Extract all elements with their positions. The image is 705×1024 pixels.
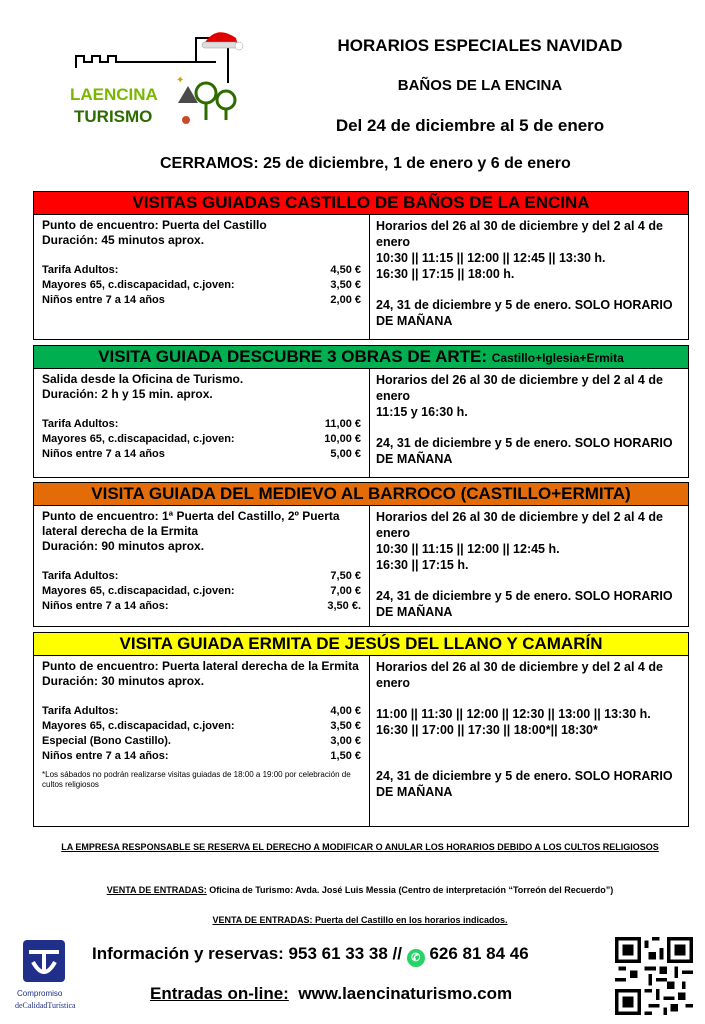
schedule	[370, 506, 688, 626]
whatsapp-number[interactable]: 626 81 84 46	[429, 944, 529, 963]
whatsapp-icon: ✆	[407, 949, 425, 967]
schedule-times: 16:30 || 17:00 || 17:30 || 18:00*|| 18:30*	[376, 723, 598, 737]
closed-days: CERRAMOS: 25 de diciembre, 1 de enero y 6 de enero	[160, 155, 571, 172]
schedule-times: 10:30 || 11:15 || 12:00 || 12:45 || 13:30 h.	[376, 251, 606, 265]
tour-section-art	[33, 345, 689, 478]
section-title: VISITA GUIADA ERMITA DE JESÚS DEL LLANO Y CAMARÍN	[34, 633, 688, 656]
tour-section-medieval	[33, 482, 689, 627]
la-encina-turismo-logo	[66, 28, 246, 138]
schedule	[370, 369, 688, 477]
duration: Duración: 30 minutos aprox.	[42, 674, 205, 688]
tariff-row: Niños entre 7 a 14 años 5,00 €	[42, 448, 361, 460]
schedule-note: 24, 31 de diciembre y 5 de enero. SOLO HORARIO DE MAÑANA	[376, 769, 673, 799]
ticket-sale-castle: VENTA DE ENTRADAS: Puerta del Castillo en los horarios indicados.	[212, 915, 508, 925]
schedule-note: 24, 31 de diciembre y 5 de enero. SOLO HORARIO DE MAÑANA	[376, 298, 673, 328]
tour-section-hermitage	[33, 632, 689, 827]
quality-tourism-logo	[15, 938, 85, 1018]
schedule-note: 24, 31 de diciembre y 5 de enero. SOLO HORARIO DE MAÑANA	[376, 436, 673, 466]
tariff-row: Tarifa Adultos: 7,50 €	[42, 570, 361, 582]
schedule-times: 16:30 || 17:15 || 18:00 h.	[376, 267, 515, 281]
schedule-heading: Horarios del 26 al 30 de diciembre y del 2 al 4 de enero	[376, 219, 663, 249]
duration: Duración: 2 h y 15 min. aprox.	[42, 387, 213, 401]
tariff-row: Niños entre 7 a 14 años: 3,50 €.	[42, 600, 361, 612]
svg-text:TURISMO: TURISMO	[74, 107, 153, 126]
tariff-row: Tarifa Adultos: 11,00 €	[42, 418, 361, 430]
schedule-heading: Horarios del 26 al 30 de diciembre y del 2 al 4 de enero	[376, 660, 663, 690]
schedule-note: 24, 31 de diciembre y 5 de enero. SOLO HORARIO DE MAÑANA	[376, 589, 673, 619]
qr-code-icon[interactable]	[615, 937, 693, 1015]
saturday-note: *Los sábados no podrán realizarse visitas guiadas de 18:00 a 19:00 por celebración de cultos religiosos	[42, 770, 351, 789]
meeting-point: Salida desde la Oficina de Turismo.	[42, 372, 244, 386]
tariff-row: Especial (Bono Castillo). 3,00 €	[42, 735, 361, 747]
ticket-sale-office: VENTA DE ENTRADAS: Oficina de Turismo: Avda. José Luis Messia (Centro de interpretación “Torreón del Recuerdo”)	[106, 885, 614, 895]
place-name: BAÑOS DE LA ENCINA	[397, 77, 563, 94]
info-reservations: Información y reservas: 953 61 33 38 // ✆ 626 81 84 46	[92, 944, 529, 967]
duration: Duración: 90 minutos aprox.	[42, 539, 205, 553]
schedule-times: 16:30 || 17:15 h.	[376, 558, 469, 572]
online-tickets: Entradas on-line: www.laencinaturismo.com	[150, 984, 513, 1003]
tariff-row: Mayores 65, c.discapacidad, c.joven: 3,50 €	[42, 720, 361, 732]
section-title: VISITAS GUIADAS CASTILLO DE BAÑOS DE LA ENCINA	[34, 192, 688, 215]
svg-text:deCalidadTurística: deCalidadTurística	[15, 1001, 76, 1010]
tour-details	[34, 369, 370, 477]
duration: Duración: 45 minutos aprox.	[42, 233, 205, 247]
schedule-heading: Horarios del 26 al 30 de diciembre y del 2 al 4 de enero	[376, 373, 663, 403]
schedule	[370, 656, 688, 826]
disclaimer: LA EMPRESA RESPONSABLE SE RESERVA EL DERECHO A MODIFICAR O ANULAR LOS HORARIOS DEBIDO A LOS CULTOS RELIGIOSOS	[61, 842, 659, 852]
tariff-row: Mayores 65, c.discapacidad, c.joven: 3,50 €	[42, 279, 361, 291]
date-range: Del 24 de diciembre al 5 de enero	[335, 116, 605, 135]
schedule-times: 10:30 || 11:15 || 12:00 || 12:45 h.	[376, 542, 560, 556]
tour-section-castle	[33, 191, 689, 340]
schedule-times: 11:00 || 11:30 || 12:00 || 12:30 || 13:00 || 13:30 h.	[376, 707, 651, 721]
tariff-row: Niños entre 7 a 14 años 2,00 €	[42, 294, 361, 306]
tour-details	[34, 656, 370, 826]
schedule	[370, 215, 688, 339]
svg-text:✦: ✦	[176, 75, 185, 86]
section-subtitle: Castillo+Iglesia+Ermita	[491, 351, 624, 365]
schedule-times: 11:15 y 16:30 h.	[376, 405, 468, 419]
tour-details	[34, 215, 370, 339]
svg-text:LAENCINA: LAENCINA	[70, 85, 158, 104]
tariff-row: Tarifa Adultos: 4,50 €	[42, 264, 361, 276]
tariff-row: Tarifa Adultos: 4,00 €	[42, 705, 361, 717]
meeting-point: Punto de encuentro: Puerta lateral derecha de la Ermita	[42, 659, 359, 673]
meeting-point: Punto de encuentro: Puerta del Castillo	[42, 218, 267, 232]
tariff-row: Niños entre 7 a 14 años: 1,50 €	[42, 750, 361, 762]
meeting-point: Punto de encuentro: 1ª Puerta del Castillo, 2º Puerta lateral derecha de la Ermita	[42, 509, 340, 538]
section-title: VISITA GUIADA DESCUBRE 3 OBRAS DE ARTE: Castillo+Iglesia+Ermita	[34, 346, 688, 369]
page-title: HORARIOS ESPECIALES NAVIDAD	[337, 36, 623, 55]
tariff-row: Mayores 65, c.discapacidad, c.joven: 7,00 €	[42, 585, 361, 597]
svg-text:Compromiso: Compromiso	[17, 989, 63, 998]
section-title: VISITA GUIADA DEL MEDIEVO AL BARROCO (CASTILLO+ERMITA)	[34, 483, 688, 506]
tour-details	[34, 506, 370, 626]
tariff-row: Mayores 65, c.discapacidad, c.joven: 10,00 €	[42, 433, 361, 445]
schedule-heading: Horarios del 26 al 30 de diciembre y del 2 al 4 de enero	[376, 510, 663, 540]
website-link[interactable]: www.laencinaturismo.com	[298, 984, 513, 1003]
